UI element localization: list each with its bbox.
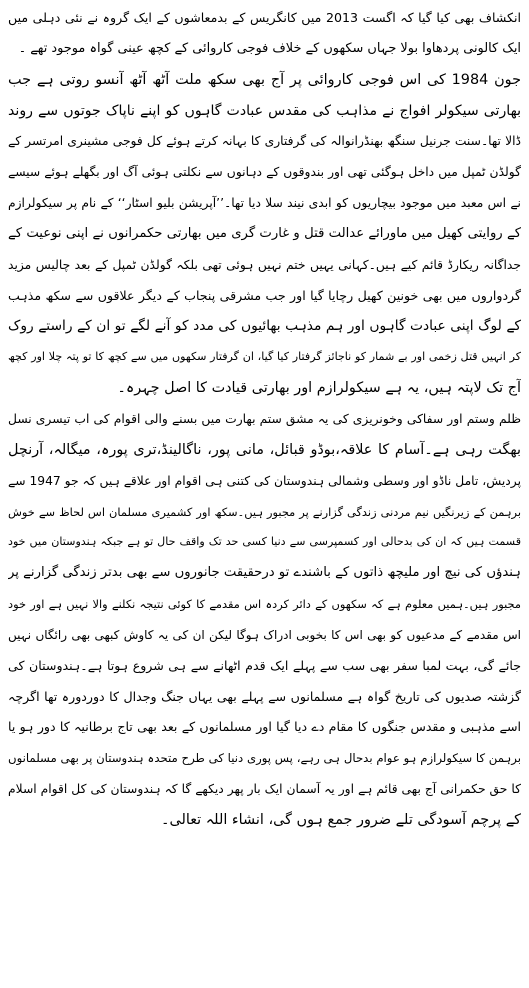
paragraph-operation-blue-star bbox=[8, 65, 521, 404]
text-line: پردیش، تامل ناڈو اور وسطی وشمالی ہندوستان کی کتنی ہی اقوام اور علاقے ہیں کہ جو 1947 سے bbox=[8, 473, 521, 488]
text-line: برہمن کے زیرنگیں نیم مردنی زندگی گزارنے پر مجبور ہیں۔سکھ اور کشمیری مسلمان اس لحاظ سے خوش bbox=[8, 504, 521, 519]
text-line: انکشاف بھی کیا گیا کہ اگست 2013 میں کانگریس کے بدمعاشوں کے ایک گروہ نے نئی دہلی میں bbox=[8, 10, 521, 25]
text-line: کر انہیں قتل زخمی اور بے شمار کو ناجائز گرفتار کیا گیا، ان گرفتار سکھوں میں سے کچھ کا تو پتہ چلا اور کچھ bbox=[8, 350, 521, 364]
text-line: جائے گی، بہت لمبا سفر بھی سب سے پہلے ایک قدم اٹھانے سے ہی شروع ہوتا ہے۔ہندوستان کی bbox=[8, 657, 521, 673]
text-line: آج تک لاپتہ ہیں، یہ ہے سیکولرازم اور بھارتی قیادت کا اصل چہرہ۔ bbox=[117, 380, 521, 397]
paragraph-anniversary-attack bbox=[8, 3, 521, 65]
text-line: گزشتہ صدیوں کی تاریخ گواہ ہے مسلمانوں سے پہلے بھی یہاں جنگ وجدال کا دوردورہ تھا اگرچہ bbox=[8, 688, 521, 704]
text-line: کا حق حکمرانی آج بھی قائم ہے اور یہ آسمان ایک بار پھر دیکھے گا کہ ہندوستان کی کل اقوام اسلام bbox=[8, 782, 521, 797]
text-line: نے اس معبد میں موجود بیچاریوں کو ابدی نیند سلا دیا تھا۔’’آپریشن بلیو اسٹار‘‘ کے نام پر سیکولرازم bbox=[8, 196, 521, 211]
text-line: اسے مذہبی و مقدس جنگوں کا مقام دے دیا گیا اور مسلمانوں کے بعد بھی تاج برطانیہ کا دور ہو یا bbox=[8, 719, 521, 735]
text-line: اس مقدمے کے مدعیوں کو بھی اس کا بخوبی ادراک ہوگا لیکن ان کی یہ کاوش کبھی بھی رائگاں نہیں bbox=[8, 627, 521, 642]
text-line: گولڈن ٹمپل میں داخل ہوگئی تھی اور بندوقوں کے دہانوں سے نکلتی ہوئی آگ اور بگھلے ہوئے سیسے bbox=[8, 165, 521, 180]
text-line: جداگانہ ریکارڈ قائم کیے ہیں۔کہانی یہیں ختم نہیں ہوئی تھی بلکہ گولڈن ٹمپل کے بعد چالیس مزید bbox=[8, 257, 521, 272]
text-line: بھارتی سیکولر افواج نے مذاہب کی مقدس عبادت گاہوں کو اپنے ناپاک جوتوں سے روند bbox=[8, 102, 521, 119]
text-line: گردواروں میں بھی خونین کھیل رچایا گیا اور جب مشرقی پنجاب کے دیگر علاقوں سے سکھ مذہب bbox=[8, 287, 521, 303]
text-line: مجبور ہیں۔ہمیں معلوم ہے کہ سکھوں کے دائر کردہ اس مقدمے کا کوئی نتیجہ نکلنے والا نہیں ہے اور خود bbox=[8, 597, 521, 612]
text-line: ایک کالونی پردھاوا بولا جہاں سکھوں کے خلاف فوجی کاروائی کے کچھ عینی گواہ موجود تھے ۔ bbox=[18, 40, 521, 56]
text-line: ہندؤں کی نیچ اور ملیچھ ذاتوں کے باشندے تو درحقیقت جانوروں سے بھی بدتر زندگی گزارنے پر bbox=[8, 565, 521, 581]
text-line: ظلم وستم اور سفاکی وخونریزی کی یہ مشق ستم بھارت میں بسنے والی اقوام کی اب تیسری نسل bbox=[8, 411, 521, 426]
text-line: برہمن کا سیکولرازم ہو عوام بدحال ہی رہے، پس پوری دنیا کی طرح متحدہ ہندوستان پر بھی مسلمانوں bbox=[8, 751, 521, 766]
text-line: کے پرچم آسودگی تلے ضرور جمع ہوں گی، انشاء اللہ تعالی۔ bbox=[161, 811, 521, 828]
paragraph-oppressed-nations bbox=[8, 404, 521, 836]
text-line: قسمت ہیں کہ ان کی بدحالی اور کسمپرسی سے دنیا کسی حد تک واقف حال تو ہے جبکہ ہندوستان میں خود bbox=[8, 535, 521, 549]
text-line: ڈالا تھا۔سنت جرنیل سنگھ بھنڈرانوالہ کی گرفتاری کا بہانہ کرتے ہوئے کل فوجی مشینری امرتسر کے bbox=[8, 134, 521, 149]
text-line: جون 1984 کی اس فوجی کاروائی پر آج بھی سکھ ملت آٹھ آٹھ آنسو روتی ہے جب bbox=[8, 71, 521, 88]
text-line: کے روایتی کھیل میں ماورائے عدالت قتل و غارت گری میں بھارتی حکمرانوں نے اپنی نوعیت کے bbox=[8, 225, 521, 241]
text-line: بھگت رہی ہے۔آسام کا علاقہ،بوڈو قبائل، مانی پور، ناگالینڈ،تری پورہ، میگالہ، آرنچل bbox=[8, 441, 521, 458]
text-line: کے لوگ اپنی عبادت گاہوں اور ہم مذہب بھائیوں کی مدد کو آنے لگے تو ان کے راستے روک bbox=[8, 318, 521, 335]
